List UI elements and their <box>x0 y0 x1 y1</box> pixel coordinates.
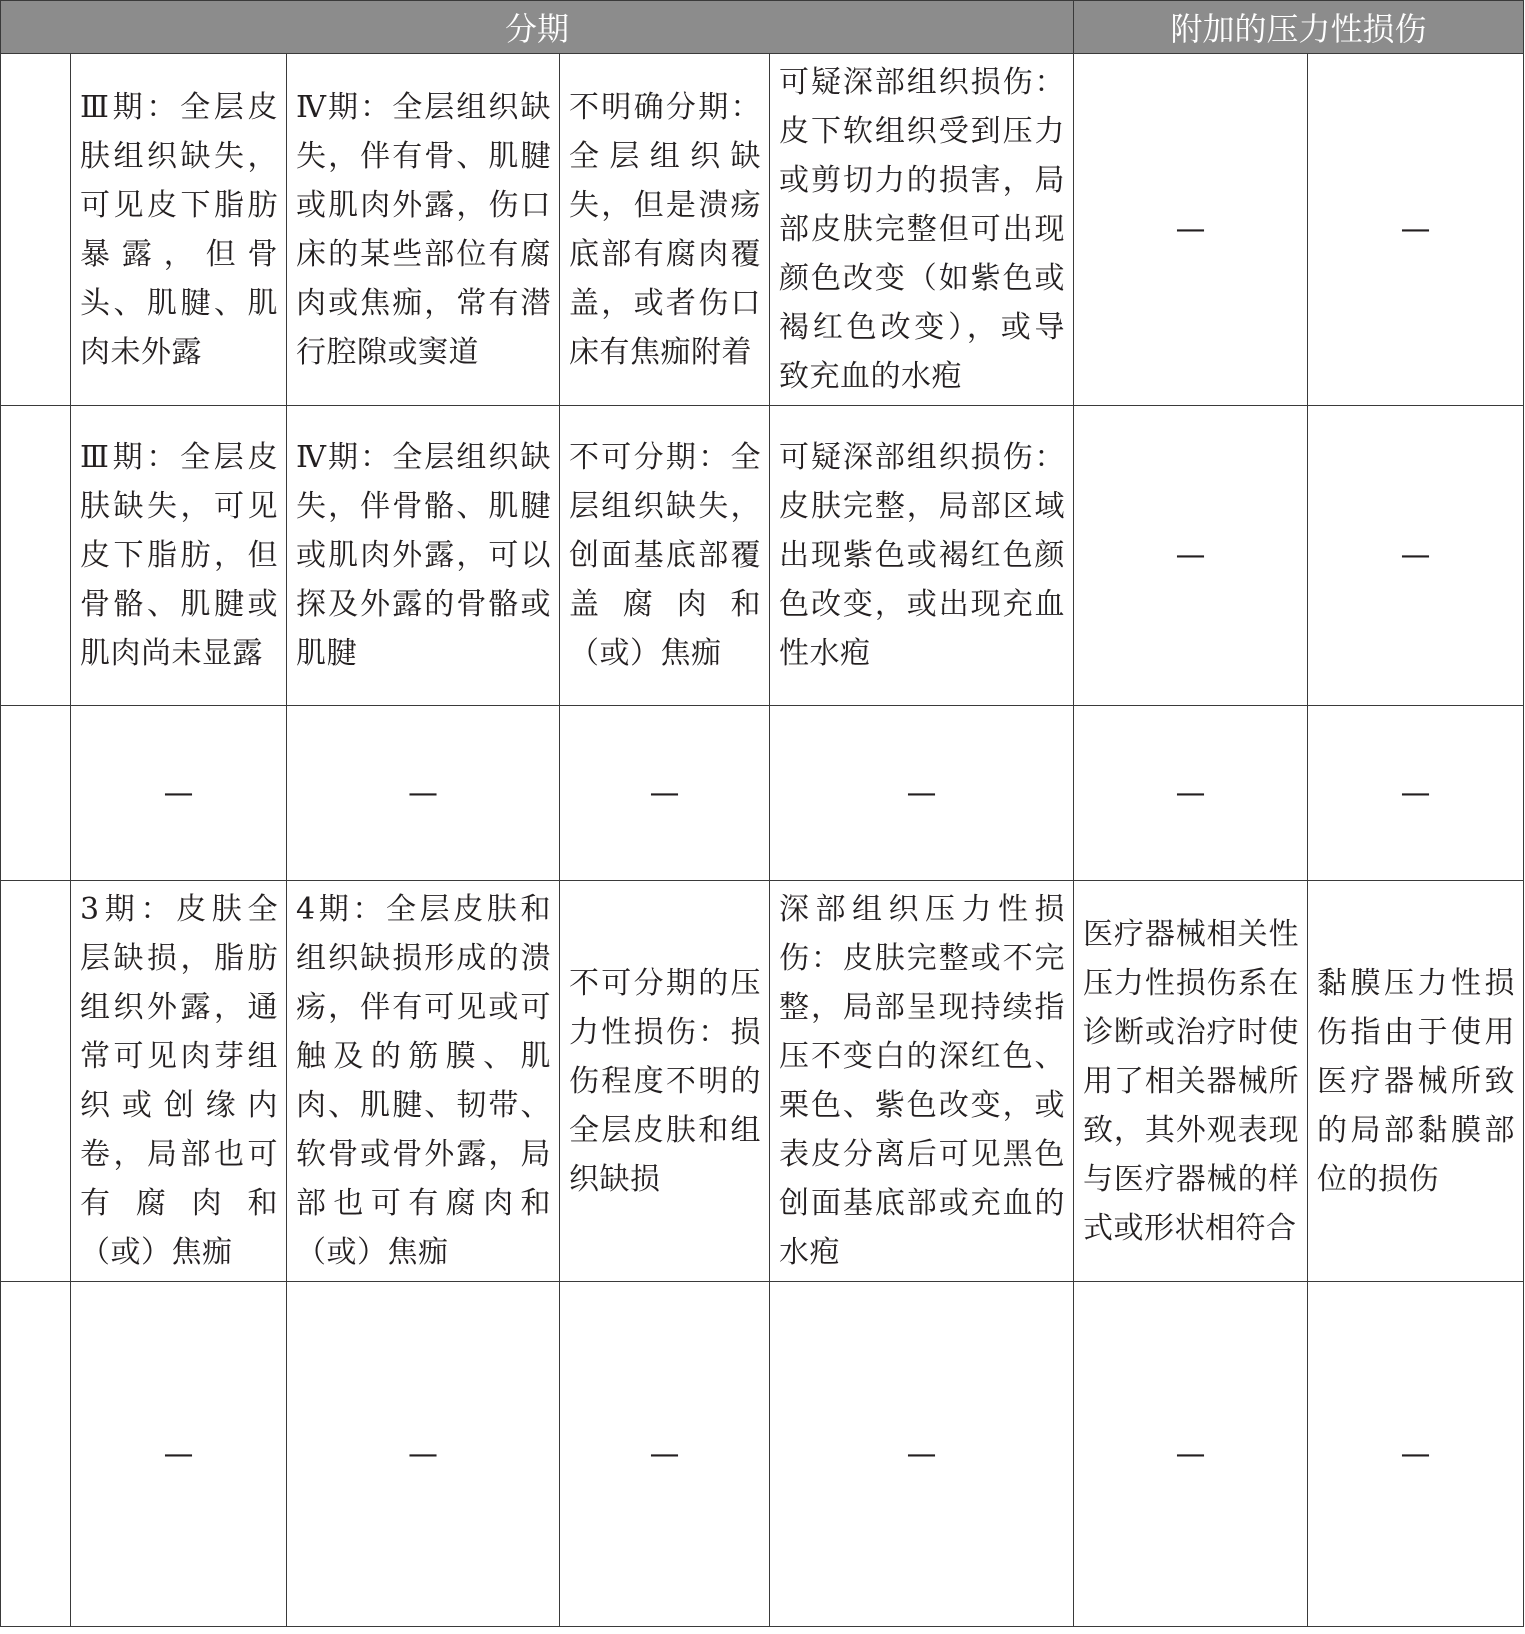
mucosal-cell: — <box>1308 54 1524 406</box>
deep-tissue-cell: 可疑深部组织损伤：皮肤完整，局部区域出现紫色或褐红色颜色改变，或出现充血性水疱 <box>770 406 1074 706</box>
table-row <box>1 706 1524 881</box>
unstageable-cell: 不可分期：全层组织缺失，创面基底部覆盖腐肉和（或）焦痂 <box>560 406 770 706</box>
unstageable-cell: 不可分期的压力性损伤：损伤程度不明的全层皮肤和组织缺损 <box>560 881 770 1282</box>
table-row <box>1 54 1524 406</box>
stage4-cell: Ⅳ期：全层组织缺失，伴骨骼、肌腱或肌肉外露，可以探及外露的骨骼或肌腱 <box>287 406 560 706</box>
deep-tissue-cell: 深部组织压力性损伤：皮肤完整或不完整，局部呈现持续指压不变白的深红色、栗色、紫色改变，或表皮分离后可见黑色创面基底部或充血的水疱 <box>770 881 1074 1282</box>
deep-tissue-cell: 可疑深部组织损伤：皮下软组织受到压力或剪切力的损害，局部皮肤完整但可出现颜色改变（如紫色或褐红色改变），或导致充血的水疱 <box>770 54 1074 406</box>
stage4-cell: — <box>287 706 560 881</box>
additional-injury-header: 附加的压力性损伤 <box>1074 1 1524 54</box>
deep-tissue-cell: — <box>770 1282 1074 1627</box>
header-row <box>1 1 1524 54</box>
unstageable-cell: 不明确分期：全层组织缺失，但是溃疡底部有腐肉覆盖，或者伤口床有焦痂附着 <box>560 54 770 406</box>
unstageable-cell: — <box>560 706 770 881</box>
row-label-cell <box>1 706 71 881</box>
mucosal-cell: — <box>1308 706 1524 881</box>
stage3-cell: Ⅲ期：全层皮肤组织缺失，可见皮下脂肪暴露，但骨头、肌腱、肌肉未外露 <box>71 54 287 406</box>
stage4-cell: — <box>287 1282 560 1627</box>
stage3-cell: — <box>71 1282 287 1627</box>
device-related-cell: — <box>1074 54 1308 406</box>
table-row <box>1 406 1524 706</box>
mucosal-cell: — <box>1308 1282 1524 1627</box>
unstageable-cell: — <box>560 1282 770 1627</box>
stage3-cell: Ⅲ期：全层皮肤缺失，可见皮下脂肪，但骨骼、肌腱或肌肉尚未显露 <box>71 406 287 706</box>
device-related-cell: 医疗器械相关性压力性损伤系在诊断或治疗时使用了相关器械所致，其外观表现与医疗器械的样式或形状相符合 <box>1074 881 1308 1282</box>
device-related-cell: — <box>1074 406 1308 706</box>
stage4-cell: Ⅳ期：全层组织缺失，伴有骨、肌腱或肌肉外露，伤口床的某些部位有腐肉或焦痂，常有潜行腔隙或窦道 <box>287 54 560 406</box>
stage4-cell: 4期：全层皮肤和组织缺损形成的溃疡，伴有可见或可触及的筋膜、肌肉、肌腱、韧带、软骨或骨外露，局部也可有腐肉和（或）焦痂 <box>287 881 560 1282</box>
mucosal-cell: 黏膜压力性损伤指由于使用医疗器械所致的局部黏膜部位的损伤 <box>1308 881 1524 1282</box>
row-label-cell <box>1 406 71 706</box>
device-related-cell: — <box>1074 706 1308 881</box>
table-row <box>1 881 1524 1282</box>
row-label-cell <box>1 881 71 1282</box>
stage3-cell: 3期：皮肤全层缺损，脂肪组织外露，通常可见肉芽组织或创缘内卷，局部也可有腐肉和（或）焦痂 <box>71 881 287 1282</box>
row-label-cell <box>1 54 71 406</box>
row-label-cell <box>1 1282 71 1627</box>
deep-tissue-cell: — <box>770 706 1074 881</box>
mucosal-cell: — <box>1308 406 1524 706</box>
table-row <box>1 1282 1524 1627</box>
staging-header: 分期 <box>1 1 1074 54</box>
device-related-cell: — <box>1074 1282 1308 1627</box>
stage3-cell: — <box>71 706 287 881</box>
